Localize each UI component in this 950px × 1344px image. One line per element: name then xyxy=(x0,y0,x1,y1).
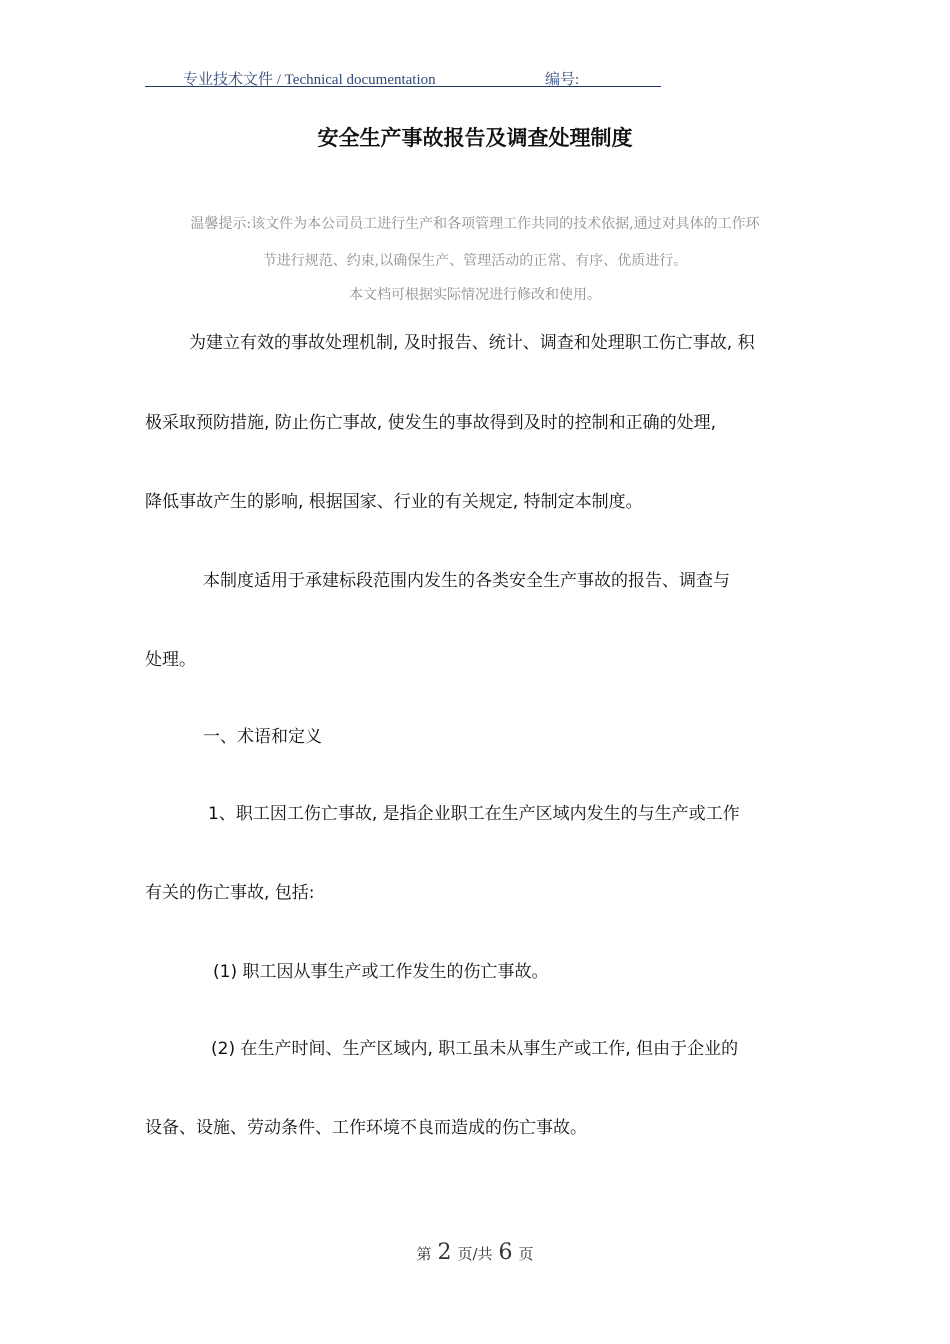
paragraph-line: 设备、设施、劳动条件、工作环境不良而造成的伤亡事故。 xyxy=(145,1118,587,1138)
header-doc-type: 专业技术文件 / Technical documentation xyxy=(183,72,436,88)
tip-line-3: 本文档可根据实际情况进行修改和使用。 xyxy=(349,287,601,303)
document-title: 安全生产事故报告及调查处理制度 xyxy=(317,126,633,150)
paragraph-line: 本制度适用于承建标段范围内发生的各类安全生产事故的报告、调查与 xyxy=(203,571,730,591)
footer-suffix: 页 xyxy=(518,1245,534,1263)
paragraph-line: 1、职工因工伤亡事故, 是指企业职工在生产区域内发生的与生产或工作 xyxy=(208,804,740,824)
list-item: (1) 职工因从事生产或工作发生的伤亡事故。 xyxy=(213,962,549,982)
list-item: (2) 在生产时间、生产区域内, 职工虽未从事生产或工作, 但由于企业的 xyxy=(211,1039,739,1059)
footer-prefix: 第 xyxy=(416,1245,432,1263)
paragraph-line: 为建立有效的事故处理机制, 及时报告、统计、调查和处理职工伤亡事故, 积 xyxy=(189,333,755,353)
paragraph-line: 极采取预防措施, 防止伤亡事故, 使发生的事故得到及时的控制和正确的处理, xyxy=(145,413,717,433)
paragraph-line: 有关的伤亡事故, 包括: xyxy=(145,883,315,903)
paragraph-line: 处理。 xyxy=(145,650,196,670)
tip-line-2: 节进行规范、约束,以确保生产、管理活动的正常、有序、优质进行。 xyxy=(262,253,688,269)
tip-line-1: 温馨提示:该文件为本公司员工进行生产和各项管理工作共同的技术依据,通过对具体的工作环 xyxy=(190,216,760,232)
current-page-number: 2 xyxy=(437,1240,452,1265)
header-doc-number-label: 编号: xyxy=(545,72,580,88)
footer-mid: 页/共 xyxy=(457,1245,493,1263)
section-heading: 一、术语和定义 xyxy=(203,727,322,747)
paragraph-line: 降低事故产生的影响, 根据国家、行业的有关规定, 特制定本制度。 xyxy=(145,492,643,512)
document-header xyxy=(145,66,661,87)
total-pages-number: 6 xyxy=(498,1240,513,1265)
page-footer xyxy=(0,1240,950,1265)
